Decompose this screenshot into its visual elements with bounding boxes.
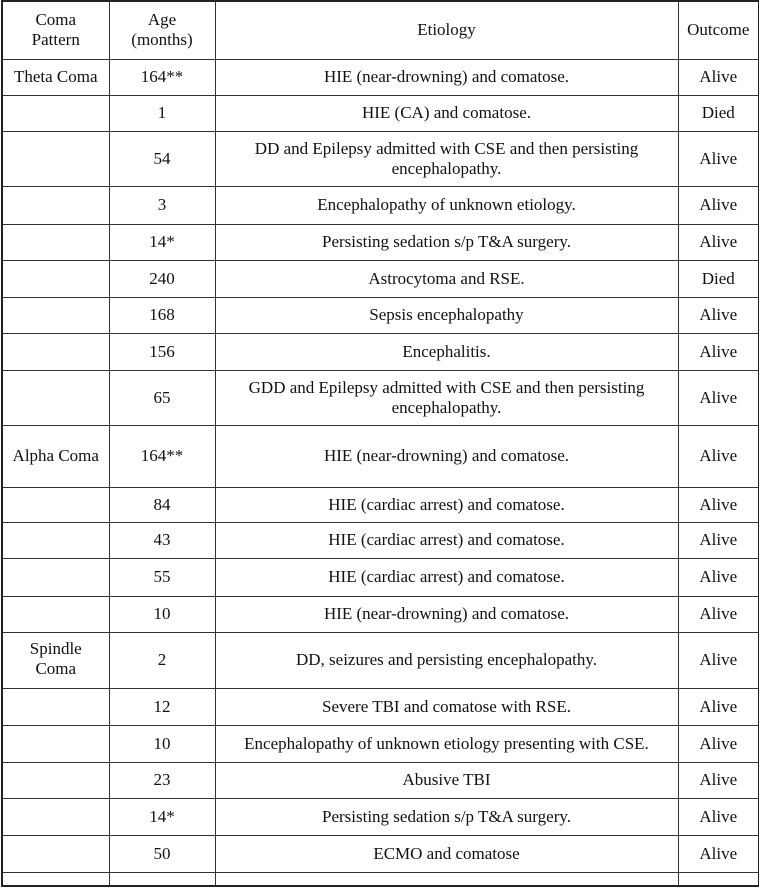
age-cell: 12 [109, 688, 215, 725]
outcome-cell: Died [678, 95, 759, 131]
outcome-cell: Alive [678, 725, 759, 762]
table-row [2, 688, 759, 725]
outcome-cell: Alive [678, 688, 759, 725]
table-row [2, 632, 759, 688]
coma-pattern-cell [2, 186, 109, 224]
age-cell: 23 [109, 762, 215, 798]
table-row [2, 186, 759, 224]
age-cell: 2 [109, 632, 215, 688]
etiology-cell: Encephalitis. [215, 333, 678, 370]
age-cell: 3 [109, 186, 215, 224]
outcome-cell: Alive [678, 425, 759, 487]
age-cell: 156 [109, 333, 215, 370]
etiology-cell: Severe TBI and comatose with RSE. [215, 688, 678, 725]
age-cell: 65 [109, 370, 215, 425]
table-row [2, 558, 759, 596]
outcome-cell: Alive [678, 131, 759, 186]
etiology-cell: Encephalopathy of unknown etiology. [215, 186, 678, 224]
outcome-cell: Alive [678, 333, 759, 370]
header-coma-pattern: Coma Pattern [2, 1, 109, 59]
table-row [2, 872, 759, 886]
table-row [2, 725, 759, 762]
table-row [2, 370, 759, 425]
etiology-cell: Astrocytoma and RSE. [215, 260, 678, 297]
age-cell: 10 [109, 725, 215, 762]
outcome-cell: Alive [678, 487, 759, 522]
etiology-cell: HIE (near-drowning) and comatose. [215, 59, 678, 95]
etiology-cell: HIE (cardiac arrest) and comatose. [215, 558, 678, 596]
header-outcome: Outcome [678, 1, 759, 59]
table-row [2, 260, 759, 297]
etiology-cell: ECMO and comatose [215, 835, 678, 872]
table-row [2, 333, 759, 370]
header-row [2, 1, 759, 59]
coma-pattern-cell: Spindle Coma [2, 632, 109, 688]
coma-pattern-cell [2, 835, 109, 872]
etiology-cell: DD, seizures and persisting encephalopathy. [215, 632, 678, 688]
coma-pattern-cell [2, 688, 109, 725]
age-cell: 14* [109, 224, 215, 260]
etiology-cell: HIE (near-drowning) and comatose. [215, 425, 678, 487]
etiology-cell: Abusive TBI [215, 762, 678, 798]
table-row [2, 59, 759, 95]
coma-pattern-cell [2, 558, 109, 596]
outcome-cell: Alive [678, 224, 759, 260]
age-cell: 84 [109, 487, 215, 522]
age-cell: 43 [109, 522, 215, 558]
outcome-cell: Alive [678, 632, 759, 688]
outcome-cell: Alive [678, 558, 759, 596]
table-row [2, 224, 759, 260]
coma-pattern-cell [2, 333, 109, 370]
coma-pattern-cell [2, 762, 109, 798]
coma-pattern-cell [2, 224, 109, 260]
coma-pattern-cell [2, 370, 109, 425]
coma-pattern-cell [2, 297, 109, 333]
etiology-cell: DD and Epilepsy admitted with CSE and then persisting encephalopathy. [215, 131, 678, 186]
age-cell: 54 [109, 131, 215, 186]
coma-pattern-cell [2, 798, 109, 835]
age-cell: 164** [109, 59, 215, 95]
coma-pattern-cell [2, 522, 109, 558]
coma-pattern-cell [2, 131, 109, 186]
table-row [2, 798, 759, 835]
etiology-cell: Persisting sedation s/p T&A surgery. [215, 798, 678, 835]
table-row [2, 762, 759, 798]
outcome-cell: Alive [678, 596, 759, 632]
coma-pattern-cell [2, 260, 109, 297]
etiology-cell: HIE (near-drowning) and comatose. [215, 596, 678, 632]
coma-pattern-cell: Theta Coma [2, 59, 109, 95]
table-row [2, 297, 759, 333]
header-age: Age (months) [109, 1, 215, 59]
age-cell: 55 [109, 558, 215, 596]
coma-pattern-cell [2, 872, 109, 886]
age-cell: 168 [109, 297, 215, 333]
outcome-cell: Alive [678, 370, 759, 425]
table-row [2, 596, 759, 632]
outcome-cell: Died [678, 260, 759, 297]
age-cell [109, 872, 215, 886]
etiology-cell: HIE (cardiac arrest) and comatose. [215, 522, 678, 558]
age-cell: 164** [109, 425, 215, 487]
coma-pattern-cell [2, 95, 109, 131]
etiology-cell: HIE (cardiac arrest) and comatose. [215, 487, 678, 522]
header-etiology: Etiology [215, 1, 678, 59]
age-cell: 240 [109, 260, 215, 297]
coma-pattern-cell [2, 596, 109, 632]
age-cell: 1 [109, 95, 215, 131]
etiology-cell: HIE (CA) and comatose. [215, 95, 678, 131]
coma-pattern-cell [2, 487, 109, 522]
age-cell: 10 [109, 596, 215, 632]
outcome-cell: Alive [678, 186, 759, 224]
etiology-cell: Encephalopathy of unknown etiology presenting with CSE. [215, 725, 678, 762]
etiology-cell: GDD and Epilepsy admitted with CSE and then persisting encephalopathy. [215, 370, 678, 425]
outcome-cell: Alive [678, 835, 759, 872]
coma-pattern-cell [2, 725, 109, 762]
table-row [2, 95, 759, 131]
outcome-cell: Alive [678, 798, 759, 835]
table-row [2, 487, 759, 522]
outcome-cell: Alive [678, 297, 759, 333]
etiology-cell [215, 872, 678, 886]
table-row [2, 835, 759, 872]
outcome-cell: Alive [678, 59, 759, 95]
table-row [2, 425, 759, 487]
outcome-cell: Alive [678, 762, 759, 798]
etiology-cell: Sepsis encephalopathy [215, 297, 678, 333]
etiology-cell: Persisting sedation s/p T&A surgery. [215, 224, 678, 260]
outcome-cell [678, 872, 759, 886]
age-cell: 50 [109, 835, 215, 872]
table-row [2, 522, 759, 558]
age-cell: 14* [109, 798, 215, 835]
coma-table [1, 0, 759, 887]
coma-pattern-cell: Alpha Coma [2, 425, 109, 487]
table-row [2, 131, 759, 186]
outcome-cell: Alive [678, 522, 759, 558]
